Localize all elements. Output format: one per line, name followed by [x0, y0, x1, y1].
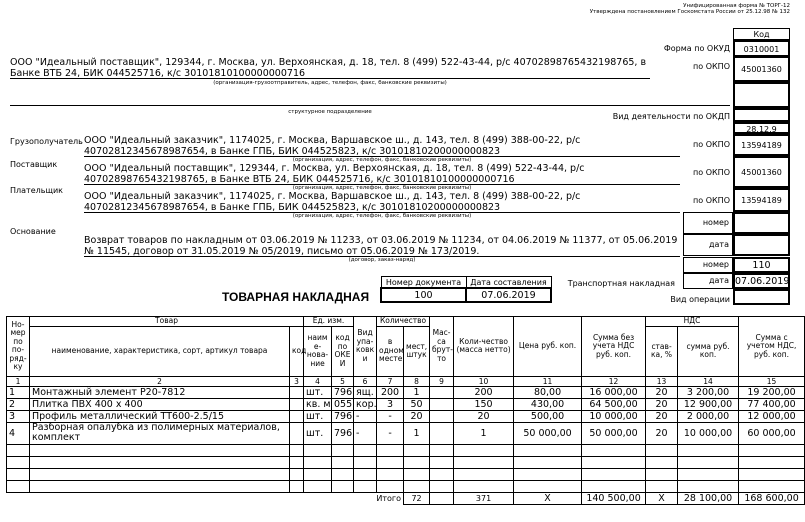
doc-date: 07.06.2019: [466, 288, 551, 302]
col-header-goods: Товар: [30, 317, 304, 327]
col-header-vat-rate: став-ка, %: [646, 326, 678, 376]
supplier-caption: (организация, адрес, телефон, факс, банковские реквизиты): [292, 185, 472, 191]
row-vat-rate: 20: [646, 422, 678, 444]
col-header-price: Цена руб. коп.: [514, 317, 582, 377]
col-header-net: Коли-чество (масса нетто): [454, 317, 514, 377]
row-okei: 796: [332, 422, 354, 444]
doc-number-header: Номер документа: [381, 277, 466, 289]
row-total: 12 000,00: [739, 410, 805, 422]
row-sum-novat: 64 500,00: [582, 398, 646, 410]
document-title: ТОВАРНАЯ НАКЛАДНАЯ: [222, 290, 370, 304]
payer-caption: (организация, адрес, телефон, факс, банковские реквизиты): [292, 213, 472, 219]
shipper-caption: (организация-грузоотправитель, адрес, телефон, факс, банковские реквизиты): [213, 80, 447, 86]
transport-date-label: дата: [683, 273, 733, 289]
table-row: [7, 410, 805, 422]
basis-caption: (договор, заказ-наряд): [348, 257, 416, 263]
row-net: 20: [454, 410, 514, 422]
payer-details: ООО "Идеальный заказчик", 1174025, г. Москва, Варшавское ш., д. 143, тел. 8 (499) 388-00-22, р/с 40702812345678987654, в Банке ГПБ, БИК 044525823, к/с 30101810200000000823: [84, 192, 680, 213]
basis-number-label: номер: [683, 212, 733, 234]
row-sum-novat: 50 000,00: [582, 422, 646, 444]
row-gross: [430, 410, 454, 422]
subdivision-caption: структурное подразделение: [288, 109, 372, 115]
col-header-code: код: [290, 326, 304, 376]
row-sum-novat: 16 000,00: [582, 386, 646, 398]
col-header-pack: Вид упа-ковк и: [354, 317, 377, 377]
table-row-empty: [7, 444, 805, 456]
table-row: [7, 386, 805, 398]
col-header-sum-novat: Сумма без учета НДС руб. коп.: [582, 317, 646, 377]
okpo-label-supplier: по ОКПО: [693, 168, 730, 177]
transport-number-label: номер: [683, 257, 733, 273]
row-net: 150: [454, 398, 514, 410]
row-qty-one: 3: [377, 398, 404, 410]
col-header-unit-name: наим е-нова-ние: [304, 326, 332, 376]
row-vat-sum: 10 000,00: [678, 422, 739, 444]
operation-box: [733, 289, 790, 305]
supplier-details: ООО "Идеальный поставщик", 129344, г. Москва, ул. Верхоянская, д. 18, тел. 8 (499) 522-43-44, р/с 40702898765432198765, в Банке ВТБ 24, БИК 044525716, к/с 30101810100000000716: [84, 164, 680, 185]
okdp-box-1: [733, 108, 790, 122]
totals-places: 72: [404, 492, 430, 504]
totals-vat-rate: X: [646, 492, 678, 504]
consignee-caption: (организация, адрес, телефон, факс, банковские реквизиты): [292, 157, 472, 163]
column-number: 10: [454, 376, 514, 386]
row-pack: кор.: [354, 398, 377, 410]
operation-label: Вид операции: [670, 295, 730, 304]
row-price: 50 000,00: [514, 422, 582, 444]
col-header-unit: Ед. изм.: [304, 317, 354, 327]
totals-vat-sum: 28 100,00: [678, 492, 739, 504]
basis-date-label: дата: [683, 234, 733, 256]
col-header-goods-sub: наименование, характеристика, сорт, артикул товара: [30, 326, 290, 376]
transport-date: 07.06.2019: [733, 273, 790, 289]
col-header-qty-one: в одном месте: [377, 326, 404, 376]
col-header-qty: Количество: [377, 317, 430, 327]
table-row-empty: [7, 456, 805, 468]
form-header-line2: Утверждена постановлением Госкомстата России от 25.12.98 № 132: [589, 9, 790, 15]
table-row-empty: [7, 468, 805, 480]
document-number-table: [380, 276, 552, 303]
row-goods-name: Профиль металлический ТТ600-2.5/15: [30, 410, 290, 422]
okpo-label-payer: по ОКПО: [693, 196, 730, 205]
okdp-code: 28.12.9: [733, 122, 790, 134]
column-number: 9: [430, 376, 454, 386]
row-qty-places: 20: [404, 410, 430, 422]
okpo-consignee-code: 13594189: [733, 134, 790, 156]
row-qty-places: 50: [404, 398, 430, 410]
row-vat-rate: 20: [646, 398, 678, 410]
transport-label: Транспортная накладная: [567, 279, 675, 288]
row-code: [290, 398, 304, 410]
row-number: 3: [7, 410, 30, 422]
totals-total: 168 600,00: [739, 492, 805, 504]
row-qty-one: -: [377, 410, 404, 422]
basis-details: Возврат товаров по накладным от 03.06.2019 № 11233, от 03.06.2019 № 11234, от 04.06.2019 № 11377, от 05.06.2019 № 11545, договор от 31.05.2019 № 05/2019, письмо от 05.06.2019 № 173/2019.: [84, 236, 680, 257]
doc-number: 100: [381, 288, 466, 302]
okpo-blank-box: [733, 82, 790, 108]
col-header-qty-places: мест, штук: [404, 326, 430, 376]
column-number: 3: [290, 376, 304, 386]
basis-number-box: [733, 212, 790, 234]
row-goods-name: Плитка ПВХ 400 х 400: [30, 398, 290, 410]
doc-date-header: Дата составления: [466, 277, 551, 289]
consignee-details: ООО "Идеальный заказчик", 1174025, г. Москва, Варшавское ш., д. 143, тел. 8 (499) 388-00-22, р/с 40702812345678987654, в Банке ГПБ, БИК 044525823, к/с 30101810200000000823: [84, 136, 680, 157]
totals-sum-novat: 140 500,00: [582, 492, 646, 504]
goods-table: [6, 316, 805, 505]
row-unit: шт.: [304, 386, 332, 398]
form-header-line1: Унифицированная форма № ТОРГ-12: [683, 3, 790, 9]
row-price: 430,00: [514, 398, 582, 410]
row-qty-places: 1: [404, 422, 430, 444]
table-row: [7, 398, 805, 410]
okpo-payer-code: 13594189: [733, 188, 790, 212]
column-numbers-row: [7, 376, 805, 386]
row-gross: [430, 386, 454, 398]
column-number: 1: [7, 376, 30, 386]
totals-net: 371: [454, 492, 514, 504]
column-number: 8: [404, 376, 430, 386]
row-qty-places: 1: [404, 386, 430, 398]
column-number: 6: [354, 376, 377, 386]
col-header-vat-sum: сумма руб. коп.: [678, 326, 739, 376]
row-total: 77 400,00: [739, 398, 805, 410]
totals-row: [7, 492, 805, 504]
row-pack: ящ.: [354, 386, 377, 398]
row-goods-name: Монтажный элемент Р20-7812: [30, 386, 290, 398]
column-number: 12: [582, 376, 646, 386]
row-number: 4: [7, 422, 30, 444]
table-row-empty: [7, 480, 805, 492]
row-okei: 796: [332, 386, 354, 398]
row-pack: -: [354, 410, 377, 422]
row-vat-rate: 20: [646, 386, 678, 398]
row-net: 200: [454, 386, 514, 398]
row-code: [290, 410, 304, 422]
col-header-gross: Мас-са брут-то: [430, 317, 454, 377]
row-sum-novat: 10 000,00: [582, 410, 646, 422]
row-gross: [430, 422, 454, 444]
col-header-number: Но-мер по по-ряд-ку: [7, 317, 30, 377]
row-vat-rate: 20: [646, 410, 678, 422]
row-unit: кв. м: [304, 398, 332, 410]
okpo-label-consignee: по ОКПО: [693, 140, 730, 149]
row-pack: -: [354, 422, 377, 444]
row-number: 1: [7, 386, 30, 398]
payer-label: Плательщик: [10, 186, 64, 195]
okpo-label-sender: по ОКПО: [693, 62, 730, 71]
okpo-supplier-code: 45001360: [733, 156, 790, 188]
row-vat-sum: 2 000,00: [678, 410, 739, 422]
column-number: 4: [304, 376, 332, 386]
column-number: 13: [646, 376, 678, 386]
supplier-label: Поставщик: [10, 160, 58, 169]
table-row: [7, 422, 805, 444]
column-number: 15: [739, 376, 805, 386]
column-number: 2: [30, 376, 290, 386]
okud-code: 0310001: [733, 40, 790, 57]
row-qty-one: 200: [377, 386, 404, 398]
row-code: [290, 386, 304, 398]
okpo-sender-code: 45001360: [733, 56, 790, 82]
col-header-unit-okei: код по ОКЕ И: [332, 326, 354, 376]
column-number: 7: [377, 376, 404, 386]
basis-date-box: [733, 234, 790, 256]
row-total: 60 000,00: [739, 422, 805, 444]
row-vat-sum: 3 200,00: [678, 386, 739, 398]
codes-column-title: Код: [733, 28, 790, 40]
column-number: 5: [332, 376, 354, 386]
row-gross: [430, 398, 454, 410]
row-number: 2: [7, 398, 30, 410]
row-code: [290, 422, 304, 444]
okdp-label: Вид деятельности по ОКДП: [612, 112, 730, 121]
row-unit: шт.: [304, 410, 332, 422]
col-header-vat: НДС: [646, 317, 739, 327]
col-header-total: Сумма с учетом НДС, руб. коп.: [739, 317, 805, 377]
consignee-label: Грузополучатель: [10, 137, 83, 146]
okud-label: Форма по ОКУД: [663, 44, 730, 53]
subdivision-line: [10, 104, 730, 106]
row-unit: шт.: [304, 422, 332, 444]
row-total: 19 200,00: [739, 386, 805, 398]
row-price: 500,00: [514, 410, 582, 422]
row-goods-name: Разборная опалубка из полимерных материалов, комплект: [30, 422, 290, 444]
totals-label: Итого: [376, 493, 402, 503]
form-header-note: [490, 3, 790, 15]
column-number: 14: [678, 376, 739, 386]
basis-label: Основание: [10, 227, 56, 236]
row-vat-sum: 12 900,00: [678, 398, 739, 410]
row-price: 80,00: [514, 386, 582, 398]
column-number: 11: [514, 376, 582, 386]
transport-number: 110: [733, 257, 790, 273]
row-okei: 796: [332, 410, 354, 422]
row-qty-one: -: [377, 422, 404, 444]
shipper-details: ООО "Идеальный поставщик", 129344, г. Москва, ул. Верхоянская, д. 18, тел. 8 (499) 522-43-44, р/с 40702898765432198765, в Банке ВТБ 24, БИК 044525716, к/с 30101810100000000716: [10, 58, 650, 79]
row-okei: 055: [332, 398, 354, 410]
totals-price: X: [514, 492, 582, 504]
row-net: 1: [454, 422, 514, 444]
